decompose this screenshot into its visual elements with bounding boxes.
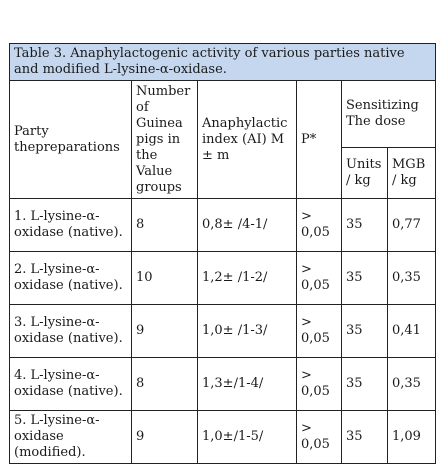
mgb-cell: 0,35 bbox=[388, 252, 436, 305]
table-row bbox=[10, 305, 436, 358]
p-cell bbox=[297, 252, 342, 305]
anaphylactogenic-activity-table bbox=[9, 43, 436, 464]
header-sensitizing-dose: Sensitizing The dose bbox=[342, 81, 436, 148]
party-cell: 5. L-lysine-α-oxidase (modified). bbox=[10, 411, 132, 464]
number-cell: 10 bbox=[132, 252, 198, 305]
header-units-per-kg: Units / kg bbox=[342, 148, 388, 199]
number-cell: 8 bbox=[132, 358, 198, 411]
header-number-of-guinea-pigs: Number of Guinea pigs in the Value groups bbox=[132, 81, 198, 199]
p-cell bbox=[297, 305, 342, 358]
index-cell: 1,2± /1-2/ bbox=[198, 252, 297, 305]
p-operator: > bbox=[301, 421, 312, 436]
p-cell bbox=[297, 199, 342, 252]
table-caption: Table 3. Anaphylactogenic activity of various parties native and modified L-lysine-α-oxidase. bbox=[10, 44, 436, 81]
mgb-cell: 0,35 bbox=[388, 358, 436, 411]
units-cell: 35 bbox=[342, 411, 388, 464]
table-row bbox=[10, 252, 436, 305]
units-cell: 35 bbox=[342, 358, 388, 411]
mgb-cell: 0,77 bbox=[388, 199, 436, 252]
table-row bbox=[10, 199, 436, 252]
p-value: 0,05 bbox=[301, 384, 330, 399]
p-operator: > bbox=[301, 262, 312, 277]
index-cell: 1,0± /1-3/ bbox=[198, 305, 297, 358]
units-cell: 35 bbox=[342, 252, 388, 305]
mgb-cell: 0,41 bbox=[388, 305, 436, 358]
party-cell: 3. L-lysine-α-oxidase (native). bbox=[10, 305, 132, 358]
party-cell: 2. L-lysine-α-oxidase (native). bbox=[10, 252, 132, 305]
header-anaphylactic-index: Anaphylactic index (AI) M ± m bbox=[198, 81, 297, 199]
table-row bbox=[10, 358, 436, 411]
number-cell: 8 bbox=[132, 199, 198, 252]
p-cell bbox=[297, 358, 342, 411]
p-cell bbox=[297, 411, 342, 464]
p-operator: > bbox=[301, 315, 312, 330]
p-value: 0,05 bbox=[301, 225, 330, 240]
p-value: 0,05 bbox=[301, 437, 330, 452]
index-cell: 1,3±/1-4/ bbox=[198, 358, 297, 411]
header-p-value: P* bbox=[297, 81, 342, 199]
header-mgb-per-kg: MGB / kg bbox=[388, 148, 436, 199]
mgb-cell: 1,09 bbox=[388, 411, 436, 464]
p-value: 0,05 bbox=[301, 331, 330, 346]
index-cell: 0,8± /4-1/ bbox=[198, 199, 297, 252]
number-cell: 9 bbox=[132, 305, 198, 358]
table-row bbox=[10, 411, 436, 464]
p-operator: > bbox=[301, 209, 312, 224]
number-cell: 9 bbox=[132, 411, 198, 464]
units-cell: 35 bbox=[342, 199, 388, 252]
units-cell: 35 bbox=[342, 305, 388, 358]
p-operator: > bbox=[301, 368, 312, 383]
header-party: Party thepreparations bbox=[10, 81, 132, 199]
party-cell: 1. L-lysine-α-oxidase (native). bbox=[10, 199, 132, 252]
party-cell: 4. L-lysine-α-oxidase (native). bbox=[10, 358, 132, 411]
index-cell: 1,0±/1-5/ bbox=[198, 411, 297, 464]
p-value: 0,05 bbox=[301, 278, 330, 293]
